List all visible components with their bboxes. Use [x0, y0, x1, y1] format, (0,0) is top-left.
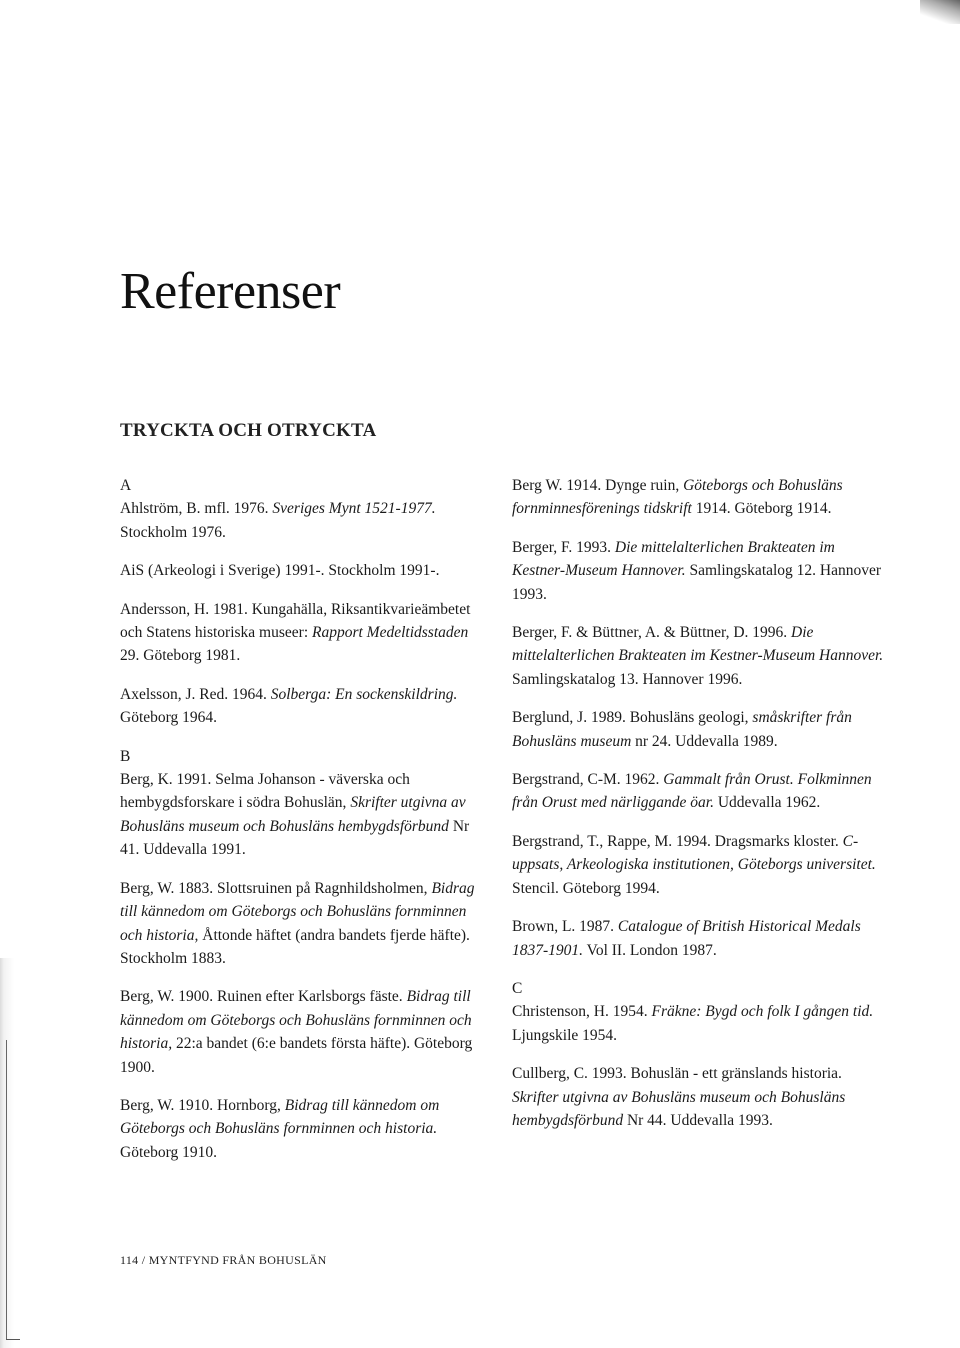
reference-entry: Cullberg, C. 1993. Bohuslän - ett gränslands historia. Skrifter utgivna av Bohusläns museum och Bohusläns hembygdsförbund Nr 44. Uddevalla 1993.: [512, 1065, 846, 1129]
reference-entry: Berg, K. 1991. Selma Johanson - väverska och hembygdsforskare i södra Bohuslän, Skrifter utgivna av Bohusläns museum och Bohusläns hembygdsförbund Nr 41. Uddevalla 1991.: [120, 771, 470, 859]
reference-entry: Andersson, H. 1981. Kungahälla, Riksantikvarieämbetet och Statens historiska museer: Rapport Medeltidsstaden 29. Göteborg 1981.: [120, 600, 471, 665]
reference-entry: Berger, F. 1993. Die mittelalterlichen Brakteaten im Kestner-Museum Hannover. Samlingskatalog 12. Hannover 1993.: [512, 538, 882, 603]
reference-entry: Berg, W. 1883. Slottsruinen på Ragnhildsholmen, Bidrag till kännedom om Göteborgs och Bohusläns fornminnen och historia, Åttonde häftet (andra bandets fjerde häfte). Stockholm 1883.: [120, 879, 475, 967]
page-footer: 114 / MYNTFYND FRÅN BOHUSLÄN: [120, 1253, 327, 1267]
reference-entry: Ahlström, B. mfl. 1976. Sveriges Mynt 1521-1977. Stockholm 1976.: [120, 500, 436, 541]
reference-entry: Berg, W. 1910. Hornborg, Bidrag till kännedom om Göteborgs och Bohusläns fornminnen och historia. Göteborg 1910.: [120, 1096, 440, 1161]
references-right-column: [512, 474, 884, 1147]
reference-entry: Bergstrand, C-M. 1962. Gammalt från Orust. Folkminnen från Orust med närliggande öar. Uddevalla 1962.: [512, 771, 872, 812]
reference-entry: Berg, W. 1900. Ruinen efter Karlsborgs fäste. Bidrag till kännedom om Göteborgs och Bohusläns fornminnen och historia, 22:a bandet (6:e bandets första häfte). Göteborg 1900.: [120, 988, 473, 1076]
scan-edge-line: [6, 1040, 7, 1340]
section-letter-a: A: [120, 477, 132, 494]
scan-corner-artifact: [920, 0, 960, 24]
section-subtitle: TRYCKTA OCH OTRYCKTA: [120, 420, 377, 441]
reference-entry: Berger, F. & Büttner, A. & Büttner, D. 1996. Die mittelalterlichen Brakteaten im Kestner-Museum Hannover. Samlingskatalog 13. Hannover 1996.: [512, 624, 884, 688]
section-letter-b: B: [120, 747, 131, 765]
reference-entry: Brown, L. 1987. Catalogue of British Historical Medals 1837-1901. Vol II. London 1987.: [512, 918, 861, 959]
reference-entry: Berglund, J. 1989. Bohusläns geologi, småskrifter från Bohusläns museum nr 24. Uddevalla 1989.: [512, 709, 852, 750]
references-left-column: [120, 474, 480, 1179]
section-letter-c: C: [512, 979, 523, 997]
page-title: Referenser: [120, 263, 341, 320]
scan-edge-shadow: [0, 958, 22, 1348]
reference-entry: Christenson, H. 1954. Fräkne: Bygd och folk I gången tid. Ljungskile 1954.: [512, 1003, 874, 1044]
reference-entry: AiS (Arkeologi i Sverige) 1991-. Stockholm 1991-.: [120, 562, 440, 580]
reference-entry: Axelsson, J. Red. 1964. Solberga: En sockenskildring. Göteborg 1964.: [120, 685, 458, 727]
reference-entry: Bergstrand, T., Rappe, M. 1994. Dragsmarks kloster. C-uppsats, Arkeologiska institutionen, Göteborgs universitet. Stencil. Göteborg 1994.: [512, 832, 876, 897]
reference-entry: Berg W. 1914. Dynge ruin, Göteborgs och Bohusläns fornminnesförenings tidskrift 1914. Göteborg 1914.: [512, 477, 843, 518]
scan-edge-mark: [6, 1339, 20, 1340]
